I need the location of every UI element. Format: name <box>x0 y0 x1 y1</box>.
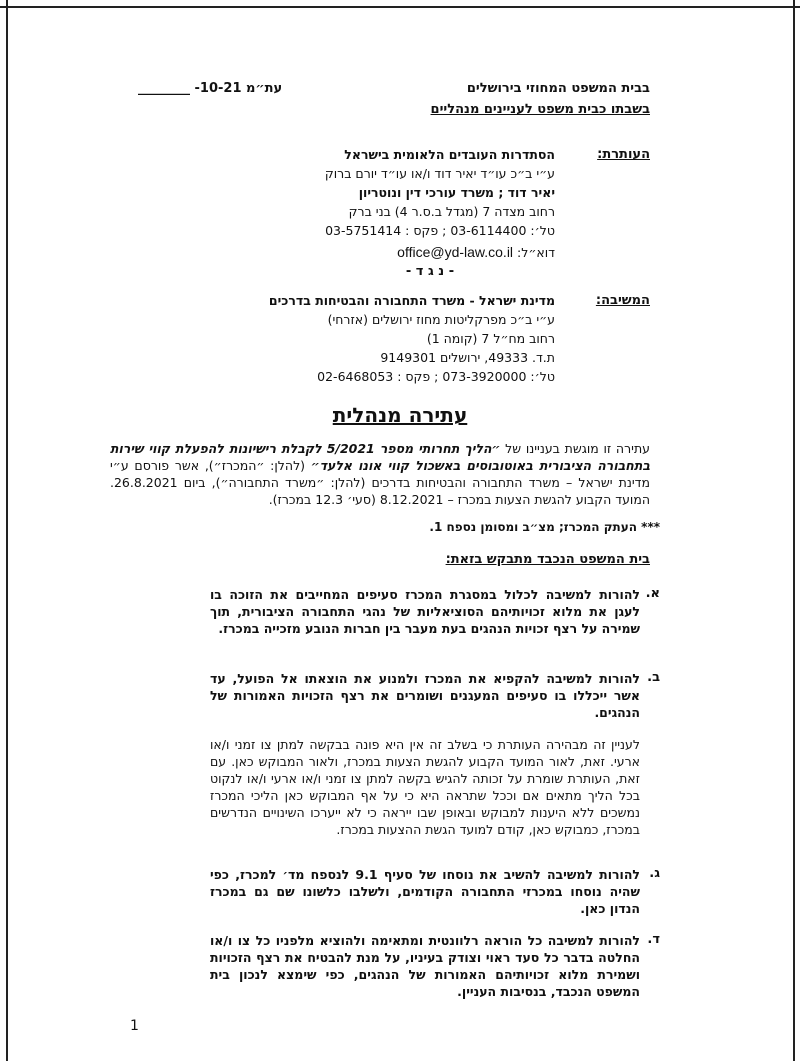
item-a-text: להורות למשיבה לכלול במסגרת המכרז סעיפים המחייבים את הזוכה בו לעגן את מלוא זכויותיהם הסוציאליות של נהגי התחבורה הציבורית, תוך שמירה על רצף זכויות הנהגים בעת מעבר בין חברות הנובע מזכייה במכרז. <box>210 587 640 636</box>
respondent-address: רחוב מח״ל 7 (קומה 1) <box>426 331 555 346</box>
page-top-border <box>0 0 800 8</box>
request-heading: בית המשפט הנכבד מתבקש בזאת: <box>445 552 650 567</box>
petitioner-block <box>225 145 555 262</box>
petitioner-role: העותרת: <box>597 147 650 162</box>
court-name: בבית המשפט המחוזי בירושלים <box>466 81 650 96</box>
case-number: עת״מ 10-21- ________ <box>138 81 283 96</box>
item-b-letter: ב. <box>647 670 660 685</box>
respondent-phone: טל׳: 073-3920000 ; פקס : 02-6468053 <box>317 369 555 384</box>
intro-tender-name: ״הליך תחרותי מספר 5/2021 לקבלת רישיונות להפעלת קווי שירות בתחבורה הציבורית באוטובוסים באשכול קווי אונו אלעד״ <box>110 441 650 473</box>
respondent-counsel: ע״י ב״כ מפרקליטות מחוז ירושלים (אזרחי) <box>327 312 555 327</box>
court-header <box>330 78 650 120</box>
petitioner-email-label: דוא״ל: <box>517 245 555 260</box>
page-right-border <box>793 0 795 1061</box>
petitioner-email[interactable]: office@yd-law.co.il <box>397 244 514 260</box>
intro-part-4: המועד הקבוע להגשת הצעות במכרז – 8.12.2021 (סעי׳ 12.3 במכרז). <box>268 492 650 507</box>
petitioner-firm: יאיר דוד ; משרד עורכי דין ונוטריון <box>358 185 555 200</box>
item-d-text: להורות למשיבה כל הוראה רלוונטית ומתאימה ולהוציא מלפניו כל צו ו/או החלטה בדבר כל סעד ראוי וצודק בעיניו, על מנת להבטיח את רצף הזכויות ושמירת מלוא זכויותיהם האמורות של הנהגים, כפי שימצא לנכון בית המשפט הנכבד, בנסיבות העניין. <box>210 933 640 999</box>
petitioner-counsel: ע״י ב״כ עו״ד יאיר דוד ו/או עו״ד יורם ברוק <box>324 166 555 181</box>
respondent-block <box>225 291 555 386</box>
item-c-text: להורות למשיבה להשיב את נוסחו של סעיף 9.1 לנספח מד׳ למכרז, כפי שהיה נוסחו במכרזי התחבורה הקודמים, ולשלבו כלשונו שם גם במכרז הנדון כאן. <box>210 867 640 916</box>
intro-part-3: (להלן: ״המכרז״), אשר פורסם ע״י מדינת ישראל – משרד התחבורה והבטיחות בדרכים (להלן: ״משרד התחבורה״), ביום 26.8.2021. <box>110 458 650 490</box>
petitioner-name: הסתדרות העובדים הלאומית בישראל <box>344 147 555 162</box>
appendix-note: *** העתק המכרז; מצ״ב ומסומן נספח 1. <box>429 520 660 534</box>
page-number: 1 <box>130 1018 139 1034</box>
respondent-role: המשיבה: <box>595 293 650 308</box>
petitioner-address: רחוב מצדה 7 (מגדל ב.ס.ר 4) בני ברק <box>348 204 555 219</box>
intro-part-1: עתירה זו מוגשת בעניינו של <box>505 441 650 456</box>
versus-divider: - נ ג ד - <box>405 264 455 279</box>
document-title: עתירה מנהלית <box>332 403 468 427</box>
item-a-letter: א. <box>645 586 660 601</box>
petitioner-phone: טל׳: 03-6114400 ; פקס : 03-5751414 <box>325 223 555 238</box>
intro-paragraph <box>110 440 650 508</box>
item-b-text: להורות למשיבה להקפיא את המכרז ולמנוע את הוצאתו אל הפועל, עד אשר ייכללו בו סעיפים המעגנים ושומרים את רצף הזכויות האמורות של הנהגים. <box>210 671 640 720</box>
item-c-letter: ג. <box>649 866 660 881</box>
respondent-pobox: ת.ד. 49333, ירושלים 9149301 <box>380 350 555 365</box>
item-d-letter: ד. <box>647 932 660 947</box>
respondent-name: מדינת ישראל - משרד התחבורה והבטיחות בדרכים <box>268 293 555 308</box>
item-b-clarification: לעניין זה מבהירה העותרת כי בשלב זה אין היא פונה בבקשה למתן צו זמני ו/או ארעי. זאת, לאור המועד הקבוע להגשת הצעות במכרז, ולאור המבוקש כאן. עם זאת, העותרת שומרת על זכותה להגיש בקשה למתן צו זמני ו/או ארעי ו/או לנקוט בכל הליך מתאים אם וככל שתראה היא כי על אף המבוקש כאן הליכי המכרז נמשכים ללא היענות למבוקש ובאופן שבו ייראה כי לא ייערכו השינויים הנדרשים במכרז, כמבוקש כאן, קודם למועד הגשת ההצעות במכרז. <box>210 737 640 837</box>
court-session: בשבתו כבית משפט לעניינים מנהליים <box>430 102 650 117</box>
page-left-border <box>6 0 8 1061</box>
